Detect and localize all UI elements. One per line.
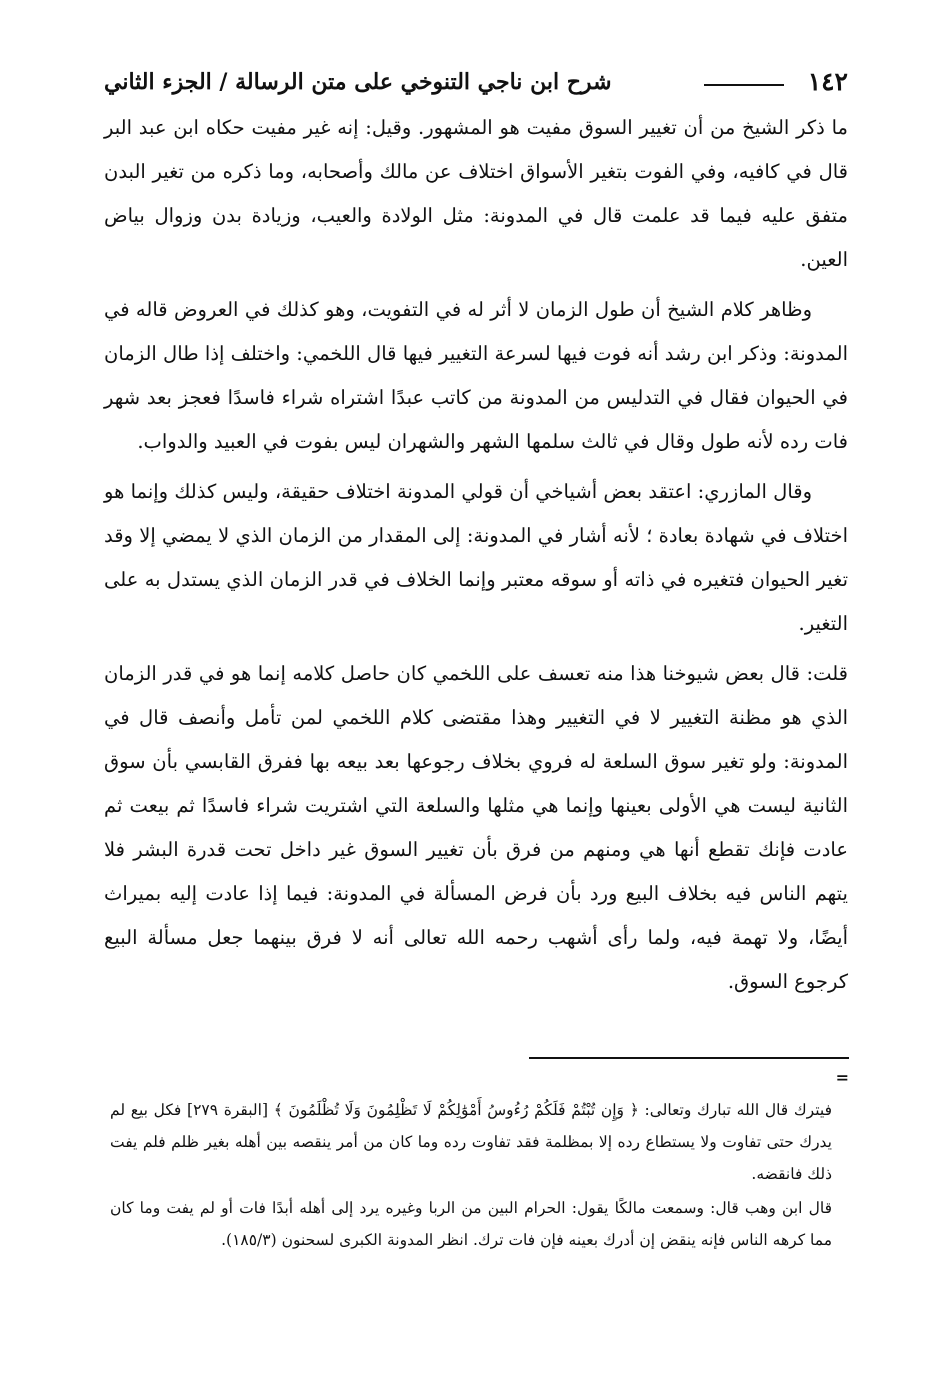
header-rule <box>704 84 784 86</box>
footnote-paragraph: فيترك قال الله تبارك وتعالى: ﴿ وَإِن تُبْتُمْ فَلَكُمْ رُءُوسُ أَمْوَٰلِكُمْ لَا تَظْلِمُونَ وَلَا تُظْلَمُونَ ﴾ [البقرة ٢٧٩] فكل بيع لم يدرك حتى تفاوت ولا يستطاع رده إلا بمظلمة فقد تفاوت رده وما كان من أمر ينقصه بين أهله بغير ظلم فلم يفت ذلك فانقضه. <box>110 1101 832 1183</box>
page-header <box>104 62 848 102</box>
footnote-continuation-marker: = <box>835 1068 849 1087</box>
main-text <box>104 106 848 1010</box>
paragraph: قلت: قال بعض شيوخنا هذا منه تعسف على اللخمي كان حاصل كلامه إنما هو في قدر الزمان الذي هو مظنة التغيير لا في التغيير وهذا مقتضى كلام اللخمي لمن تأمل وأنصف قال في المدونة: ولو تغير سوق السلعة له فروي بخلاف رجوعها بعد بيعه بها ففرق القابسي بأن سوق الثانية ليست هي الأولى بعينها وإنما هي مثلها والسلعة التي اشتريت شراء فاسدًا ثم بيعت ثم عادت فإنك تقطع أنها هي ومنهم من فرق بأن تغيير السوق غير داخل تحت قدرة البشر فلا يتهم الناس فيه بخلاف البيع ورد بأن فرض المسألة في المدونة: فيما إذا عادت إليه بميراث أيضًا، ولا تهمة فيه، ولما رأى أشهب رحمه الله تعالى أنه لا فرق بينهما جعل مسألة البيع كرجوع السوق. <box>104 662 848 993</box>
running-title: شرح ابن ناجي التنوخي على متن الرسالة / الجزء الثاني <box>104 69 612 95</box>
paragraph: ما ذكر الشيخ من أن تغيير السوق مفيت هو المشهور. وقيل: إنه غير مفيت حكاه ابن عبد البر قال في كافيه، وفي الفوت بتغير الأسواق اختلاف عن مالك وأصحابه، وما ذكره من تغير البدن متفق عليه فيما قد علمت قال في المدونة: مثل الولادة والعيب، وزيادة بدن وزوال بياض العين. <box>104 116 848 271</box>
footnote-divider <box>529 1057 849 1059</box>
footnotes <box>110 1094 832 1258</box>
page-number: ١٤٢ <box>807 67 848 96</box>
footnote-paragraph: قال ابن وهب قال: وسمعت مالكًا يقول: الحرام البين من الربا وغيره يرد إلى أهله أبدًا فات أو لم يفت وما كان مما كرهه الناس فإنه ينقض إن أدرك بعينه فإن فات ترك. انظر المدونة الكبرى لسحنون (١٨٥/٣). <box>110 1199 832 1249</box>
paragraph: وقال المازري: اعتقد بعض أشياخي أن قولي المدونة اختلاف حقيقة، وليس كذلك وإنما هو اختلاف في شهادة بعادة ؛ لأنه أشار في المدونة: إلى المقدار من الزمان الذي لا يمضي إلا وقد تغير الحيوان فتغيره في ذاته أو سوقه معتبر وإنما الخلاف في قدر الزمان الذي يستدل به على التغير. <box>104 480 848 635</box>
paragraph: وظاهر كلام الشيخ أن طول الزمان لا أثر له في التفويت، وهو كذلك في العروض قاله في المدونة: وذكر ابن رشد أنه فوت فيها لسرعة التغيير فيها قال اللخمي: واختلف إذا طال الزمان في الحيوان فقال في التدليس من المدونة من كاتب عبدًا اشتراه شراء فاسدًا فعجز بعد شهر فات رده لأنه طول وقال في ثالث سلمها الشهر والشهران ليس بفوت في العبيد والدواب. <box>104 298 848 453</box>
